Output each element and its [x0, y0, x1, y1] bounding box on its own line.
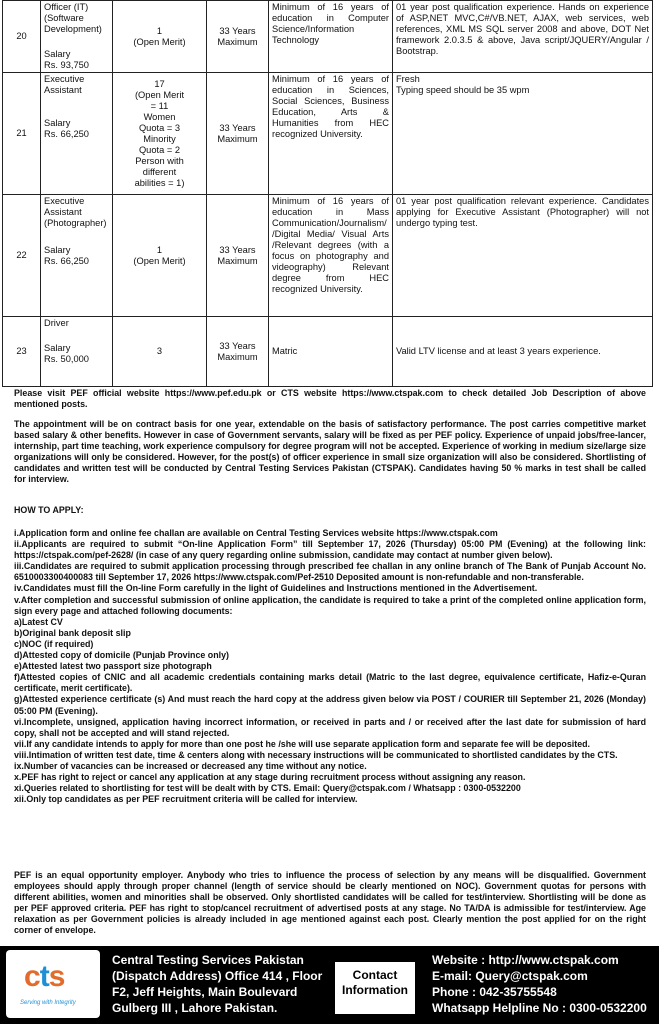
- contact-details: [432, 952, 657, 1016]
- apply-instruction-item: e)Attested latest two passport size photograph: [14, 661, 212, 672]
- appointment-paragraph: The appointment will be on contract basis for one year, extendable on the basis of satisfactory performance. The post carries competitive market based salary & other benefits. However in case of Government servants, salary will be fixed as per PEF policy. Experience of unpaid jobs/free-lancer, internship, part time teaching, work experience compulsory for degree program will not be accepted. Experience of working in medium size/large size organizations will only be considered. However, for the post(s) of officer experience in small size organization will also be considered. Shortlisting of candidates and written test will be conducted by Central Testing Services Pakistan (CTSPAK). Candidates having 50 % marks in test shall be called for interview.: [14, 419, 646, 485]
- salary-value: Rs. 50,000: [44, 354, 89, 364]
- dispatch-address: Central Testing Services Pakistan (Dispatch Address) Office 414 , Floor F2, Jeff Heights, Main Boulevard Gulberg III , Lahore Pakistan.: [112, 953, 323, 1015]
- experience-cell: 01 year post qualification experience. Hands on experience of ASP,NET MVC,C#/VB.NET, AJAX, web services, web references, XML MS SQL server 2008 and above, DOT Net framework 2.0.3.5 & above, Java script/JQUERY/Angular / Bootstrap.: [393, 1, 653, 73]
- phone-number: Phone : 042-35755548: [432, 985, 557, 999]
- website-link[interactable]: Website : http://www.ctspak.com: [432, 953, 619, 967]
- apply-instruction-item: iv.Candidates must fill the On-line Form carefully in the light of Guidelines and Instructions mentioned in the Advertisement.: [14, 583, 538, 594]
- qualification-cell: Minimum of 16 years of education in Computer Science/Information Technology: [269, 1, 393, 73]
- age-cell: 33 Years Maximum: [207, 1, 269, 73]
- apply-instruction-item: xii.Only top candidates as per PEF recruitment criteria will be called for interview.: [14, 794, 358, 805]
- apply-instruction-item: x.PEF has right to reject or cancel any application at any stage during recruitment process without assigning any reason.: [14, 772, 526, 783]
- apply-instruction-item: c)NOC (if required): [14, 638, 94, 649]
- apply-instruction-item: viii.Intimation of written test date, time & centers along with necessary instructions will be communicated to shortlisted candidates by the CTS.: [14, 749, 618, 760]
- post-name: Driver: [44, 318, 69, 328]
- apply-instruction-item: xi.Queries related to shortlisting for test will be dealt with by CTS. Email: Query@ctspak.com / Whatsapp : 0300-0532200: [14, 783, 521, 794]
- experience-cell: 01 year post qualification relevant experience. Candidates applying for Executive Assistant (Photographer) will not undergo typing test.: [393, 195, 653, 317]
- apply-instruction-item: vi.Incomplete, unsigned, application having incorrect information, or received in parts and / or received after the last date for submission of hard copy, shall not be accepted and will stand rejected.: [14, 716, 646, 738]
- seats-cell: 17 (Open Merit = 11 Women Quota = 3 Minority Quota = 2 Person with different abilities = 1): [113, 73, 207, 195]
- apply-instruction-item: f)Attested copies of CNIC and all academic credentials containing marks detail (Matric to the last degree, equivalence certificate, Hafiz-e-Quran certificate, merit certificate).: [14, 672, 646, 694]
- visit-note: Please visit PEF official website https://www.pef.edu.pk or CTS website https://www.ctspak.com to check detailed Job Description of above mentioned posts.: [14, 388, 646, 410]
- post-cell: [41, 1, 113, 73]
- salary-value: Rs. 93,750: [44, 60, 89, 70]
- job-row: [3, 73, 653, 195]
- serial-number: 22: [3, 195, 41, 317]
- apply-instruction-item: ii.Applicants are required to submit “On-line Application Form” till September 17, 2026 (Thursday) 05:00 PM (Evening) at the following link: https://ctspak.com/pef-2628/ (in case of any query regarding online submission, candidate may contact at number given below).: [14, 539, 646, 561]
- salary-value: Rs. 66,250: [44, 256, 89, 266]
- salary-label: Salary: [44, 49, 71, 59]
- age-cell: 33 Years Maximum: [207, 195, 269, 317]
- post-cell: [41, 195, 113, 317]
- email-link[interactable]: E-mail: Query@ctspak.com: [432, 969, 588, 983]
- job-row: [3, 1, 653, 73]
- apply-instruction-item: b)Original bank deposit slip: [14, 627, 131, 638]
- apply-instruction-item: d)Attested copy of domicile (Punjab Province only): [14, 650, 229, 661]
- age-cell: 33 Years Maximum: [207, 73, 269, 195]
- seats-cell: 3: [113, 317, 207, 387]
- apply-instruction-item: ix.Number of vacancies can be increased or decreased any time without any notice.: [14, 760, 367, 771]
- experience-cell: Valid LTV license and at least 3 years experience.: [393, 317, 653, 387]
- experience-cell: Fresh Typing speed should be 35 wpm: [393, 73, 653, 195]
- post-cell: [41, 73, 113, 195]
- contact-information-label: Contact Information: [335, 962, 415, 1014]
- salary-value: Rs. 66,250: [44, 129, 89, 139]
- job-row: [3, 195, 653, 317]
- apply-instruction-item: g)Attested experience certificate (s) And must reach the hard copy at the address given below via POST / COURIER till September 21, 2026 (Monday) 05:00 PM (Evening).: [14, 694, 646, 716]
- apply-instruction-item: i.Application form and online fee challan are available on Central Testing Services website https://www.ctspak.com: [14, 528, 498, 538]
- serial-number: 20: [3, 1, 41, 73]
- footer-bar: [0, 946, 659, 1024]
- salary-label: Salary: [44, 245, 71, 255]
- equal-opportunity-paragraph: PEF is an equal opportunity employer. Anybody who tries to influence the process of selection by any means will be disqualified. Government employees should apply through proper channel (length of service should be clearly mentioned on NOC). Government quotas for persons with different abilities, women and minorities shall be observed. Only shortlisted candidates will be called for test/interview. Shortlisting will be done as per PEF approved criteria. PEF has right to stop/cancel recruitment of advertised posts at any stage. No TA/DA is admissible for test/interview. Age relaxation as per Government policies is already included in age mentioned against each post. Clearly mention the post applied for on the right corner of envelope.: [14, 870, 646, 936]
- cts-logo-mark: cts: [24, 960, 65, 993]
- apply-instruction-item: vii.If any candidate intends to apply for more than one post he /she will use separate application form and separate fee will be deposited.: [14, 738, 591, 749]
- salary-label: Salary: [44, 343, 71, 353]
- seats-cell: 1 (Open Merit): [113, 1, 207, 73]
- whatsapp-number: Whatsapp Helpline No : 0300-0532200: [432, 1001, 647, 1015]
- post-name: Executive Assistant: [44, 74, 85, 95]
- salary-label: Salary: [44, 118, 71, 128]
- seats-cell: 1 (Open Merit): [113, 195, 207, 317]
- qualification-cell: Matric: [269, 317, 393, 387]
- apply-instructions: [14, 528, 646, 805]
- post-name: Executive Assistant (Photographer): [44, 196, 107, 228]
- post-name: Officer (IT) (Software Development): [44, 2, 102, 34]
- qualification-cell: Minimum of 16 years of education in Sciences, Social Sciences, Business Education, Arts & Humanities from HEC recognized University.: [269, 73, 393, 195]
- job-row: [3, 317, 653, 387]
- cts-logo-tagline: Serving with Integrity: [20, 1000, 76, 1006]
- serial-number: 21: [3, 73, 41, 195]
- serial-number: 23: [3, 317, 41, 387]
- cts-logo: [6, 950, 100, 1018]
- apply-instruction-item: a)Latest CV: [14, 616, 63, 627]
- apply-instruction-item: v.After completion and successful submission of online application, the candidate is required to take a print of the completed online application form, sign every page and attached following documents:: [14, 594, 646, 616]
- jobs-table: [2, 0, 653, 387]
- how-to-apply-heading: HOW TO APPLY:: [14, 505, 84, 515]
- age-cell: 33 Years Maximum: [207, 317, 269, 387]
- apply-instruction-item: iii.Candidates are required to submit application processing through prescribed fee challan in any online branch of The Bank of Punjab Account No. 6510003300400083 till September 17, 2026 https://www.ctspak.com/Pef-2510 Deposited amount is non-refundable and non-transferable.: [14, 561, 646, 583]
- post-cell: [41, 317, 113, 387]
- qualification-cell: Minimum of 16 years of education in Mass Communication/Journalism/ /Digital Media/ Visual Arts /Relevant degrees (with a focus on photography and videography) Relevant degree from HEC recognized University.: [269, 195, 393, 317]
